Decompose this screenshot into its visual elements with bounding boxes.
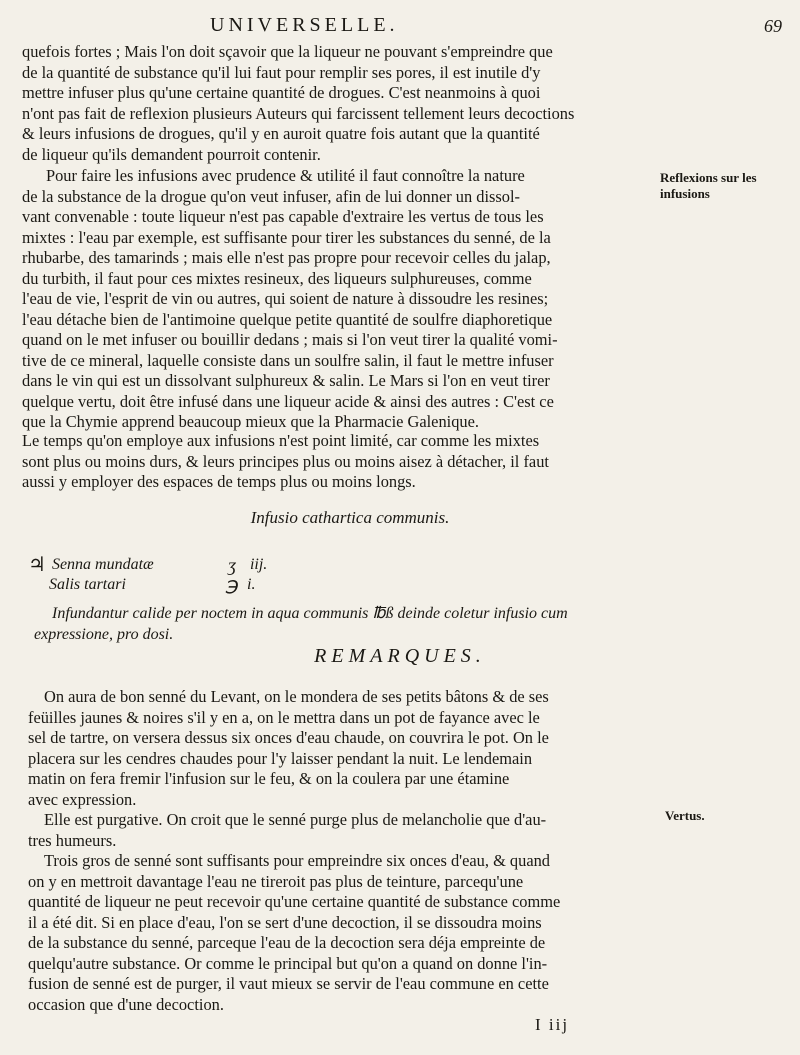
text-line: On aura de bon senné du Levant, on le mondera de ses petits bâtons & de ses: [44, 687, 549, 706]
recipe-formula: [28, 555, 267, 595]
text-line: on y en mettroit davantage l'eau ne tireroit pas plus de teinture, parcequ'une: [28, 871, 524, 891]
text-line: matin on fera fremir l'infusion sur le feu, & on la coulera par une étamine: [28, 769, 510, 788]
text-line: mettre infuser plus qu'une certaine quantité de drogues. C'est neanmoins à quoi: [22, 83, 541, 102]
ingredient-row: [28, 555, 267, 575]
dram-symbol: ʒ: [227, 555, 236, 575]
page-number: 69: [764, 16, 782, 36]
text-line: Elle est purgative. On croit que le senné purge plus de melancholie que d'au-: [44, 810, 547, 829]
recipe-title: Infusio cathartica communis.: [250, 508, 450, 527]
text-line: Trois gros de senné sont suffisants pour empreindre six onces d'eau, & quand: [44, 851, 550, 870]
text-line: placera sur les cendres chaudes pour l'y laisser pendant la nuit. Le lendemain: [28, 748, 533, 768]
text-line: aussi y employer des espaces de temps plus ou moins longs.: [22, 472, 416, 491]
text-line: de liqueur qu'ils demandent pourroit contenir.: [22, 144, 321, 164]
text-line: Pour faire les infusions avec prudence & utilité il faut connoître la nature: [46, 166, 525, 185]
text-line: quelqu'autre substance. Or comme le principal but qu'on a quand on donne l'in-: [28, 953, 548, 973]
text-line: avec expression.: [28, 789, 137, 809]
text-line: dans le vin qui est un dissolvant sulphureux & salin. Le Mars si l'on en veut tirer: [22, 371, 550, 390]
paragraph-preparation: [28, 687, 654, 810]
text-line: de la substance du senné, parceque l'eau de la decoction sera déja empreinte de: [28, 933, 546, 952]
text-line: il a été dit. Si en place d'eau, l'on se sert d'une decoction, il se dissoudra moins: [28, 912, 542, 932]
text-line: de la quantité de substance qu'il lui faut pour remplir ses pores, il est inutile d'y: [22, 62, 541, 82]
text-line: que la Chymie apprend beaucoup mieux que la Pharmacie Galenique.: [22, 412, 479, 431]
text-line: occasion que d'une decoction.: [28, 994, 224, 1014]
ingredient-name: Salis tartari: [49, 576, 126, 593]
running-head: UNIVERSELLE.: [210, 14, 399, 36]
text-line: rhubarbe, des tamarinds ; mais elle n'est pas propre pour recevoir celles du jalap,: [22, 248, 551, 267]
text-line: mixtes : l'eau par exemple, est suffisante pour tirer les substances du senné, de la: [22, 227, 551, 247]
text-line: du turbith, il faut pour ces mixtes resineux, des liqueurs sulphureuses, comme: [22, 268, 532, 288]
jupiter-symbol: ♃: [28, 554, 46, 576]
paragraph-dosage: [28, 851, 654, 1015]
text-line: tres humeurs.: [28, 830, 117, 850]
text-line: expressione, pro dosi.: [34, 625, 174, 643]
text-line: quelque vertu, doit être infusé dans une liqueur acide & ainsi des autres : C'est ce: [22, 391, 554, 411]
text-line: quand on le met infuser ou bouillir dedans ; mais si l'on veut tirer la qualité vomi-: [22, 330, 558, 349]
remarks-heading: REMARQUES.: [314, 645, 486, 667]
ingredient-quantity: i.: [247, 576, 256, 593]
text-line: sel de tartre, on versera dessus six onces d'eau chaude, on couvrira le pot. On le: [28, 728, 549, 747]
paragraph-virtues: [28, 810, 654, 851]
text-line: quantité de liqueur ne peut recevoir qu'une certaine quantité de substance comme: [28, 892, 561, 911]
paragraph-infusions: [22, 166, 654, 433]
recipe-instruction: [34, 604, 652, 645]
text-line: tive de ce mineral, laquelle consiste dans un soulfre salin, il faut le mettre infuser: [22, 350, 554, 370]
ingredient-quantity: iij.: [249, 556, 268, 573]
ingredient-name: Senna mundatæ: [51, 556, 154, 573]
signature-mark: I iij: [535, 1015, 570, 1034]
paragraph-time: [22, 431, 654, 493]
margin-note-reflexions: Reflexions sur les infusions: [660, 170, 757, 201]
text-line: vant convenable : toute liqueur n'est pas capable d'extraire les vertus de tous les: [22, 207, 544, 226]
text-line: feüilles jaunes & noires s'il y en a, on le mettra dans un pot de fayance avec le: [28, 707, 540, 727]
text-line: quefois fortes ; Mais l'on doit sçavoir que la liqueur ne pouvant s'empreindre que: [22, 42, 553, 61]
text-line: Le temps qu'on employe aux infusions n'est point limité, car comme les mixtes: [22, 431, 540, 450]
text-line: sont plus ou moins durs, & leurs principes plus ou moins aisez à détacher, il faut: [22, 451, 549, 471]
text-line: l'eau détache bien de l'antimoine quelque petite quantité de soulfre diaphoretique: [22, 309, 553, 329]
paragraph-continuation: [22, 42, 654, 165]
ingredient-row: [28, 575, 267, 595]
text-line: n'ont pas fait de reflexion plusieurs Auteurs qui farcissent tellement leurs decoctions: [22, 103, 575, 123]
scruple-symbol: ℈: [225, 575, 238, 595]
text-line: fusion de senné est de purger, il vaut mieux se servir de l'eau commune en cette: [28, 974, 549, 993]
margin-note-vertus: Vertus.: [665, 808, 705, 823]
text-line: de la substance de la drogue qu'on veut infuser, afin de lui donner un dissol-: [22, 186, 520, 206]
text-line: l'eau de vie, l'esprit de vin ou autres, qui soient de nature à dissoudre les resines;: [22, 289, 549, 308]
text-line: Infundantur calide per noctem in aqua communis ℔ß deinde coletur infusio cum: [52, 605, 568, 622]
text-line: & leurs infusions de drogues, qu'il y en auroit quatre fois autant que la quantité: [22, 124, 540, 143]
